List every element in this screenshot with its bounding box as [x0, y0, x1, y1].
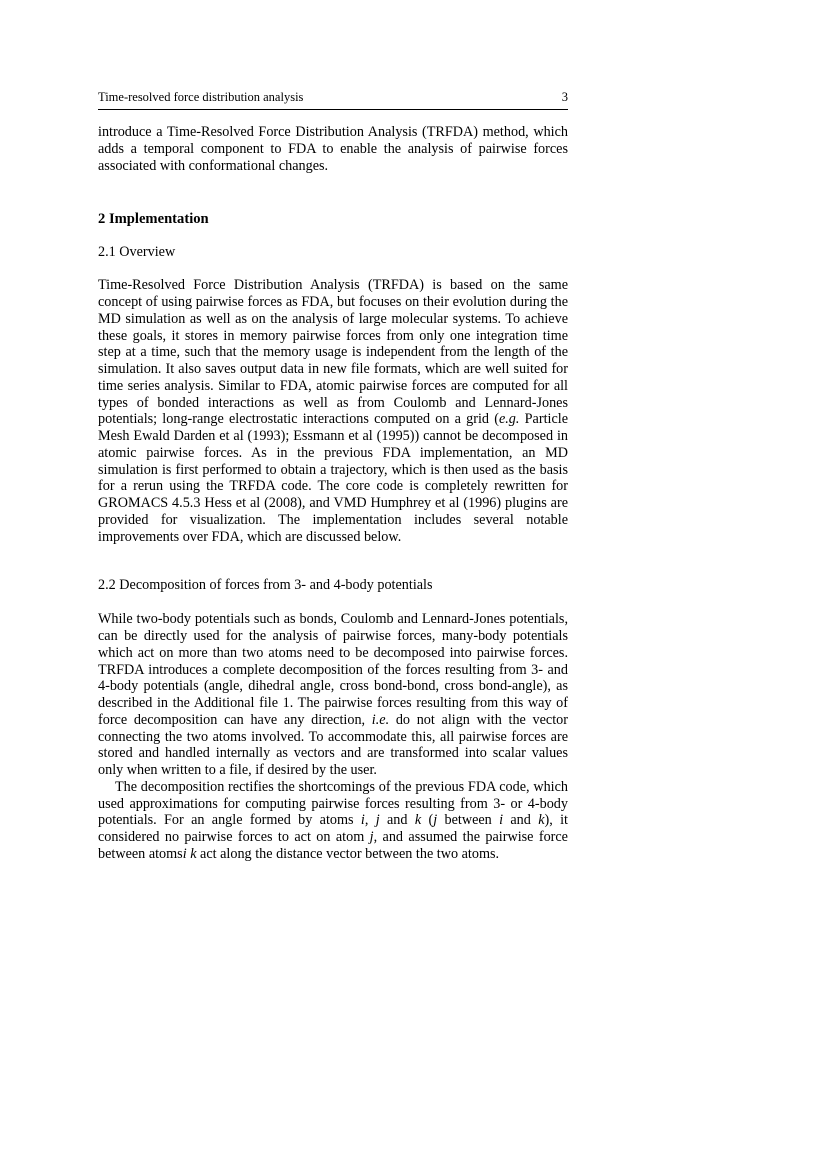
italic-term: i k — [182, 845, 197, 862]
italic-term: i — [360, 812, 365, 829]
running-header-title: Time-resolved force distribution analysis — [98, 90, 304, 104]
italic-term: i — [499, 812, 504, 829]
italic-term: i.e. — [371, 711, 390, 728]
page-number: 3 — [561, 90, 568, 104]
decomposition-paragraph-2: The decomposition rectifies the shortcomings of the previous FDA code, which used approximations for computing pairwise forces resulting from 3- or 4-body potentials. For an angle formed by atoms i, j and k (j between i and k), it considered no pairwise forces to act on atom j, and assumed the pairwise force between atomsi k act along the distance vector between the two atoms. — [98, 778, 568, 862]
overview-paragraph: Time-Resolved Force Distribution Analysis (TRFDA) is based on the same concept of using pairwise forces as FDA, but focuses on their evolution during the MD simulation as well as on the analysis of large molecular systems. To achieve these goals, it stores in memory pairwise forces from only one integration time step at a time, such that the memory usage is independent from the length of the simulation. It also saves output data in new file formats, which are well suited for time series analysis. Similar to FDA, atomic pairwise forces are computed for all types of bonded interactions as well as from Coulomb and Lennard-Jones potentials; long-range electrostatic interactions computed on a grid (e.g. Particle Mesh Ewald Darden et al (1993); Essmann et al (1995)) cannot be decomposed in atomic pairwise forces. As in the previous FDA implementation, an MD simulation is first performed to obtain a trajectory, which is then used as the basis for a rerun using the TRFDA code. The core code is completely rewritten for GROMACS 4.5.3 Hess et al (2008), and VMD Humphrey et al (1996) plugins are provided for visualization. The implementation includes several notable improvements over FDA, which are discussed below. — [98, 277, 568, 545]
italic-term: e.g. — [498, 411, 520, 428]
decomposition-paragraph-1: While two-body potentials such as bonds, Coulomb and Lennard-Jones potentials, can be directly used for the analysis of pairwise forces, many-body potentials which act on more than two atoms need to be decomposed into pairwise forces. TRFDA introduces a complete decomposition of the forces resulting from 3- and 4-body potentials (angle, dihedral angle, cross bond-bond, cross bond-angle), as described in the Additional file 1. The pairwise forces resulting from this way of force decomposition can have any direction, i.e. do not align with the vector connecting the two atoms involved. To accommodate this, all pairwise forces are stored and handled internally as vectors and are transformed into scalar values only when written to a file, if desired by the user. — [98, 611, 568, 778]
italic-term: j — [369, 829, 374, 845]
text-column — [98, 0, 568, 863]
italic-term: j — [433, 812, 438, 829]
header-rule — [98, 109, 568, 110]
subsection-heading-overview: 2.1 Overview — [98, 244, 176, 261]
running-header — [98, 90, 568, 104]
section-heading-implementation: 2 Implementation — [98, 211, 209, 228]
italic-term: k — [414, 812, 422, 829]
subsection-heading-decomposition: 2.2 Decomposition of forces from 3- and 4-body potentials — [98, 577, 433, 594]
italic-term: j — [375, 812, 380, 829]
intro-paragraph: introduce a Time-Resolved Force Distribution Analysis (TRFDA) method, which adds a temporal component to FDA to enable the analysis of pairwise forces associated with conformational changes. — [98, 124, 568, 174]
italic-term: k — [538, 812, 545, 829]
